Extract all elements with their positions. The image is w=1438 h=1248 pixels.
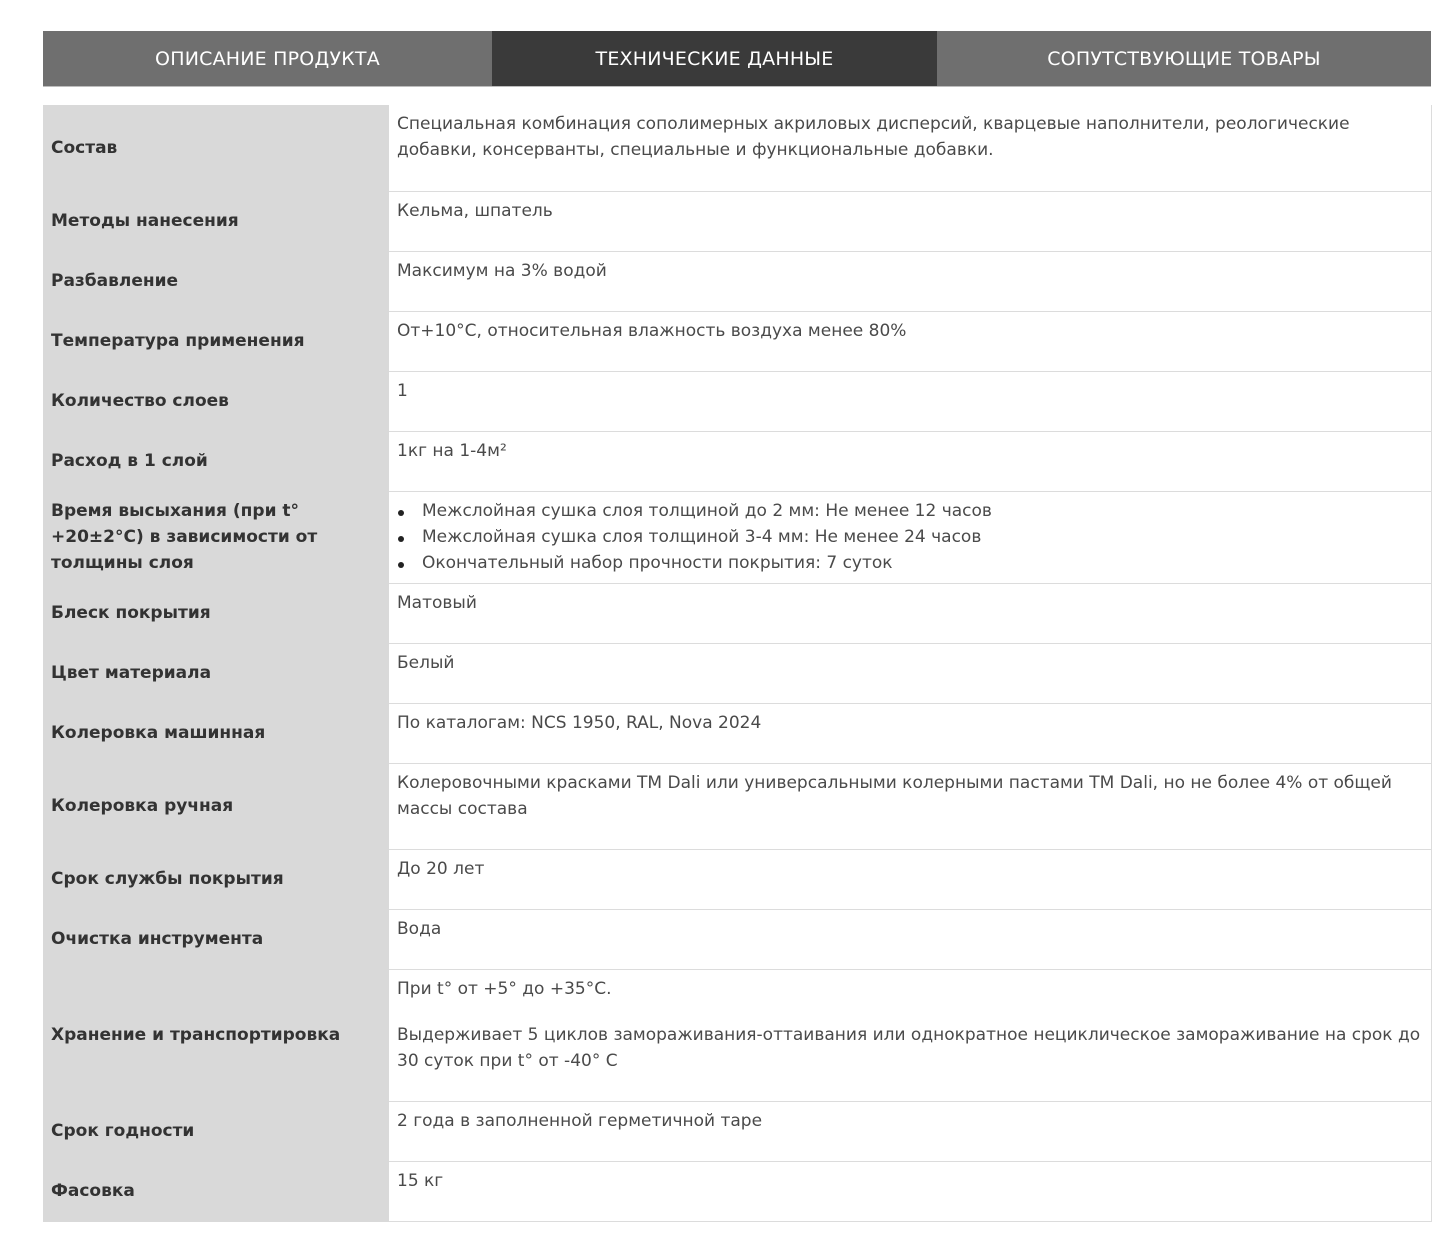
spec-value: До 20 лет bbox=[389, 849, 1431, 909]
storage-paragraph: При t° от +5° до +35°С. bbox=[397, 978, 612, 999]
storage-paragraph: Выдерживает 5 циклов замораживания-оттаивания или однократное нециклическое замораживание на срок до 30 суток при t° от -40° С bbox=[397, 1024, 1421, 1071]
table-row bbox=[43, 311, 1431, 371]
spec-value: 15 кг bbox=[389, 1161, 1431, 1221]
spec-label: Состав bbox=[43, 105, 389, 191]
spec-label: Колеровка машинная bbox=[43, 703, 389, 763]
table-row bbox=[43, 431, 1431, 491]
spec-value: Специальная комбинация сополимерных акриловых дисперсий, кварцевые наполнители, реологические добавки, консерванты, специальные и функциональные добавки. bbox=[389, 105, 1431, 191]
spec-value bbox=[389, 969, 1431, 1101]
spec-value: От+10°С, относительная влажность воздуха менее 80% bbox=[389, 311, 1431, 371]
spec-value: Белый bbox=[389, 643, 1431, 703]
spec-value: Кельма, шпатель bbox=[389, 191, 1431, 251]
table-row bbox=[43, 703, 1431, 763]
tab-technical-data[interactable]: ТЕХНИЧЕСКИЕ ДАННЫЕ bbox=[492, 31, 937, 86]
spec-label: Срок годности bbox=[43, 1101, 389, 1161]
spec-value bbox=[389, 491, 1431, 583]
table-row bbox=[43, 1101, 1431, 1161]
list-item: Межслойная сушка слоя толщиной 3-4 мм: Не менее 24 часов bbox=[397, 524, 1423, 550]
spec-label: Разбавление bbox=[43, 251, 389, 311]
spec-value: Максимум на 3% водой bbox=[389, 251, 1431, 311]
table-row bbox=[43, 849, 1431, 909]
spec-label: Блеск покрытия bbox=[43, 583, 389, 643]
spec-label: Цвет материала bbox=[43, 643, 389, 703]
drying-time-list bbox=[397, 498, 1423, 576]
spec-label: Хранение и транспортировка bbox=[43, 969, 389, 1101]
table-row bbox=[43, 969, 1431, 1101]
spec-label: Срок службы покрытия bbox=[43, 849, 389, 909]
spec-label: Фасовка bbox=[43, 1161, 389, 1221]
table-row bbox=[43, 1161, 1431, 1221]
table-row bbox=[43, 251, 1431, 311]
table-row bbox=[43, 191, 1431, 251]
list-item: Окончательный набор прочности покрытия: 7 суток bbox=[397, 550, 1423, 576]
table-row bbox=[43, 643, 1431, 703]
spec-value: 1кг на 1-4м² bbox=[389, 431, 1431, 491]
tab-related-products[interactable]: СОПУТСТВУЮЩИЕ ТОВАРЫ bbox=[937, 31, 1431, 86]
spec-label: Колеровка ручная bbox=[43, 763, 389, 849]
spec-label: Время высыхания (при t° +20±2°С) в зависимости от толщины слоя bbox=[43, 491, 389, 583]
spec-label: Методы нанесения bbox=[43, 191, 389, 251]
product-tabs bbox=[43, 31, 1431, 86]
table-row bbox=[43, 105, 1431, 191]
spec-value: Колеровочными красками ТМ Dali или универсальными колерными пастами ТМ Dali, но не более 4% от общей массы состава bbox=[389, 763, 1431, 849]
tab-product-description[interactable]: ОПИСАНИЕ ПРОДУКТА bbox=[43, 31, 492, 86]
table-row bbox=[43, 491, 1431, 583]
table-row bbox=[43, 371, 1431, 431]
spec-value: По каталогам: NCS 1950, RAL, Nova 2024 bbox=[389, 703, 1431, 763]
spec-label: Расход в 1 слой bbox=[43, 431, 389, 491]
spec-value: 1 bbox=[389, 371, 1431, 431]
table-row bbox=[43, 909, 1431, 969]
table-row bbox=[43, 583, 1431, 643]
spec-label: Очистка инструмента bbox=[43, 909, 389, 969]
technical-data-table bbox=[43, 105, 1432, 1222]
spec-label: Количество слоев bbox=[43, 371, 389, 431]
list-item: Межслойная сушка слоя толщиной до 2 мм: Не менее 12 часов bbox=[397, 498, 1423, 524]
spec-value: Матовый bbox=[389, 583, 1431, 643]
tabs-divider bbox=[43, 86, 1431, 87]
spec-value: 2 года в заполненной герметичной таре bbox=[389, 1101, 1431, 1161]
spec-label: Температура применения bbox=[43, 311, 389, 371]
table-row bbox=[43, 763, 1431, 849]
spec-value: Вода bbox=[389, 909, 1431, 969]
